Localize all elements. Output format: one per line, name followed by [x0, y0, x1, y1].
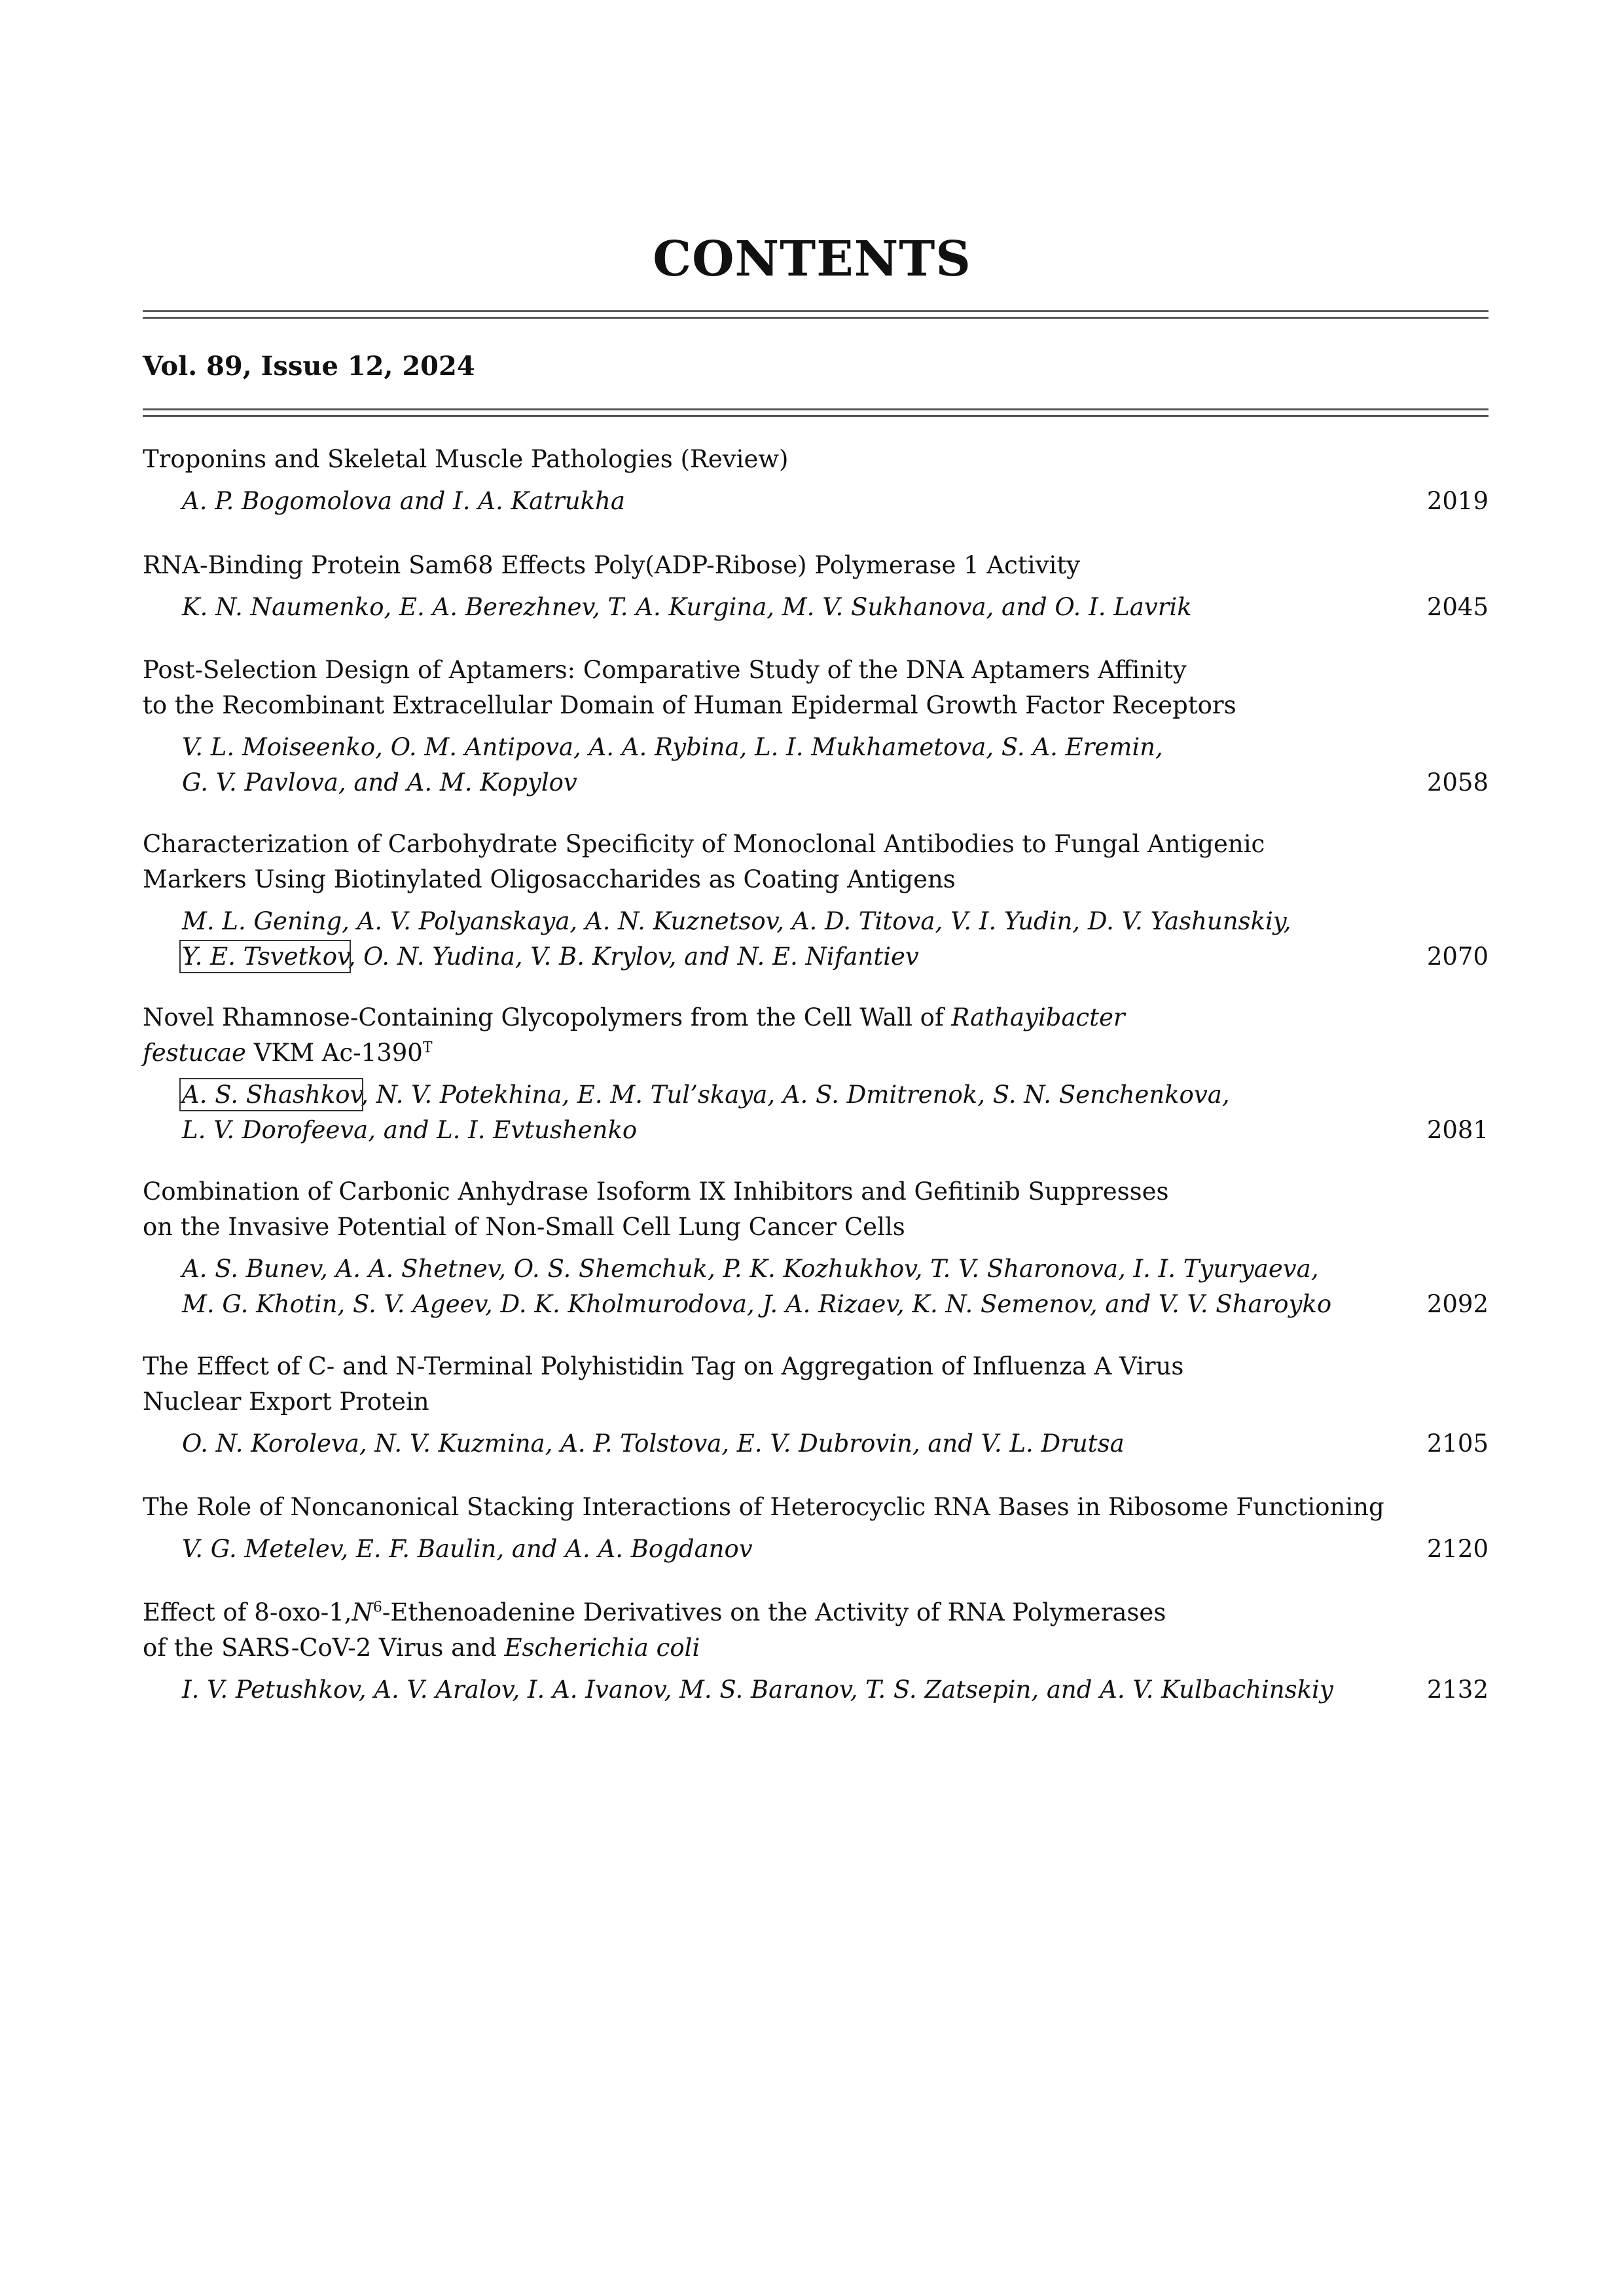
page-number[interactable]: 2132 [1426, 1676, 1489, 1704]
article-title[interactable]: RNA-Binding Protein Sam68 Effects Poly(ADP-Ribose) Polymerase 1 Activity [143, 551, 1081, 579]
toc-entry[interactable] [143, 653, 1489, 800]
deceased-author-box: A. S. Shashkov [182, 1081, 361, 1109]
article-authors-line: G. V. Pavlova, and A. M. Kopylov [182, 768, 577, 797]
page-number[interactable]: 2045 [1426, 593, 1489, 621]
article-title-line[interactable] [143, 1630, 1489, 1666]
page-number[interactable]: 2120 [1426, 1535, 1489, 1563]
page-number[interactable]: 2019 [1426, 487, 1489, 515]
title-text: of the SARS-CoV-2 Virus and [143, 1634, 505, 1662]
header-rule-upper [143, 408, 1489, 410]
header-rule-lower [143, 415, 1489, 417]
article-authors-line: A. S. Bunev, A. A. Shetnev, O. S. Shemchuk, P. K. Kozhukhov, T. V. Sharonova, I. I. Tyuryaeva, [182, 1255, 1319, 1283]
page-title: CONTENTS [653, 231, 971, 287]
article-authors-rest: , O. N. Yudina, V. B. Krylov, and N. E. Nifantiev [348, 942, 919, 971]
toc-entry[interactable] [143, 827, 1489, 975]
article-title-line[interactable]: to the Recombinant Extracellular Domain of Human Epidermal Growth Factor Receptors [143, 691, 1236, 719]
type-strain-superscript: T [422, 1039, 433, 1056]
article-title[interactable]: Troponins and Skeletal Muscle Pathologies (Review) [143, 445, 789, 473]
article-title-line[interactable]: on the Invasive Potential of Non-Small Cell Lung Cancer Cells [143, 1213, 905, 1241]
article-title-line[interactable]: Markers Using Biotinylated Oligosaccharides as Coating Antigens [143, 865, 956, 893]
article-authors: A. P. Bogomolova and I. A. Katrukha [182, 487, 625, 515]
article-authors-line [143, 939, 1426, 975]
article-title-line[interactable]: Nuclear Export Protein [143, 1388, 429, 1416]
toc-entry[interactable] [143, 1000, 1489, 1148]
article-authors-line: L. V. Dorofeeva, and L. I. Evtushenko [182, 1116, 638, 1144]
toc-entry[interactable] [143, 442, 1489, 519]
page-number[interactable]: 2058 [1426, 768, 1489, 797]
article-title-line[interactable]: The Effect of C- and N-Terminal Polyhistidin Tag on Aggregation of Influenza A Virus [143, 1352, 1184, 1380]
article-authors-line: M. L. Gening, A. V. Polyanskaya, A. N. Kuznetsov, A. D. Titova, V. I. Yudin, D. V. Yashunskiy, [182, 907, 1291, 935]
title-italic-text: Escherichia coli [504, 1634, 700, 1662]
article-authors-line [143, 1077, 1426, 1113]
title-text: Novel Rhamnose-Containing Glycopolymers from the Cell Wall of [143, 1003, 952, 1031]
article-authors-line: M. G. Khotin, S. V. Ageev, D. K. Kholmurodova, J. A. Rizaev, K. N. Semenov, and V. V. Sharoyko [182, 1290, 1332, 1318]
article-authors: O. N. Koroleva, N. V. Kuzmina, A. P. Tolstova, E. V. Dubrovin, and V. L. Drutsa [182, 1429, 1125, 1458]
title-text: Effect of 8-oxo-1, [143, 1598, 352, 1626]
article-title-line[interactable] [143, 1035, 1489, 1071]
title-text: -Ethenoadenine Derivatives on the Activity of RNA Polymerases [382, 1598, 1166, 1626]
page-number[interactable]: 2070 [1426, 942, 1489, 971]
title-italic-text: Rathayibacter [951, 1003, 1125, 1031]
article-authors: K. N. Naumenko, E. A. Berezhnev, T. A. Kurgina, M. V. Sukhanova, and O. I. Lavrik [182, 593, 1192, 621]
title-text: VKM Ac-1390 [245, 1039, 423, 1067]
article-title-line[interactable] [143, 1595, 1489, 1630]
toc-entry[interactable] [143, 1490, 1489, 1567]
article-authors: V. G. Metelev, E. F. Baulin, and A. A. Bogdanov [182, 1535, 753, 1563]
title-superscript: 6 [372, 1599, 382, 1616]
article-authors: I. V. Petushkov, A. V. Aralov, I. A. Ivanov, M. S. Baranov, T. S. Zatsepin, and A. V. Kulbachinskiy [182, 1676, 1333, 1704]
issue-label: Vol. 89, Issue 12, 2024 [143, 351, 475, 382]
deceased-author-box: Y. E. Tsvetkov [182, 942, 348, 971]
top-rule-upper [143, 310, 1489, 312]
page-number[interactable]: 2092 [1426, 1290, 1489, 1318]
article-title-line[interactable]: Post-Selection Design of Aptamers: Comparative Study of the DNA Aptamers Affinity [143, 656, 1187, 684]
toc-entry[interactable] [143, 548, 1489, 625]
toc-entry[interactable] [143, 1174, 1489, 1322]
title-italic-text: N [352, 1598, 373, 1626]
title-italic-text: festucae [143, 1039, 246, 1067]
article-title-line[interactable]: Combination of Carbonic Anhydrase Isoform IX Inhibitors and Gefitinib Suppresses [143, 1177, 1169, 1206]
article-title[interactable]: The Role of Noncanonical Stacking Interactions of Heterocyclic RNA Bases in Ribosome Functioning [143, 1493, 1384, 1521]
toc-entry[interactable] [143, 1349, 1489, 1462]
article-authors-line: V. L. Moiseenko, O. M. Antipova, A. A. Rybina, L. I. Mukhametova, S. A. Eremin, [182, 733, 1163, 761]
article-title-line[interactable]: Characterization of Carbohydrate Specificity of Monoclonal Antibodies to Fungal Antigenic [143, 830, 1265, 858]
page-number[interactable]: 2105 [1426, 1429, 1489, 1458]
article-authors-rest: , N. V. Potekhina, E. M. Tul’skaya, A. S. Dmitrenok, S. N. Senchenkova, [361, 1081, 1230, 1109]
article-title-line[interactable] [143, 1000, 1489, 1035]
page-number[interactable]: 2081 [1426, 1116, 1489, 1144]
toc-entry[interactable] [143, 1595, 1489, 1708]
top-rule-lower [143, 317, 1489, 319]
